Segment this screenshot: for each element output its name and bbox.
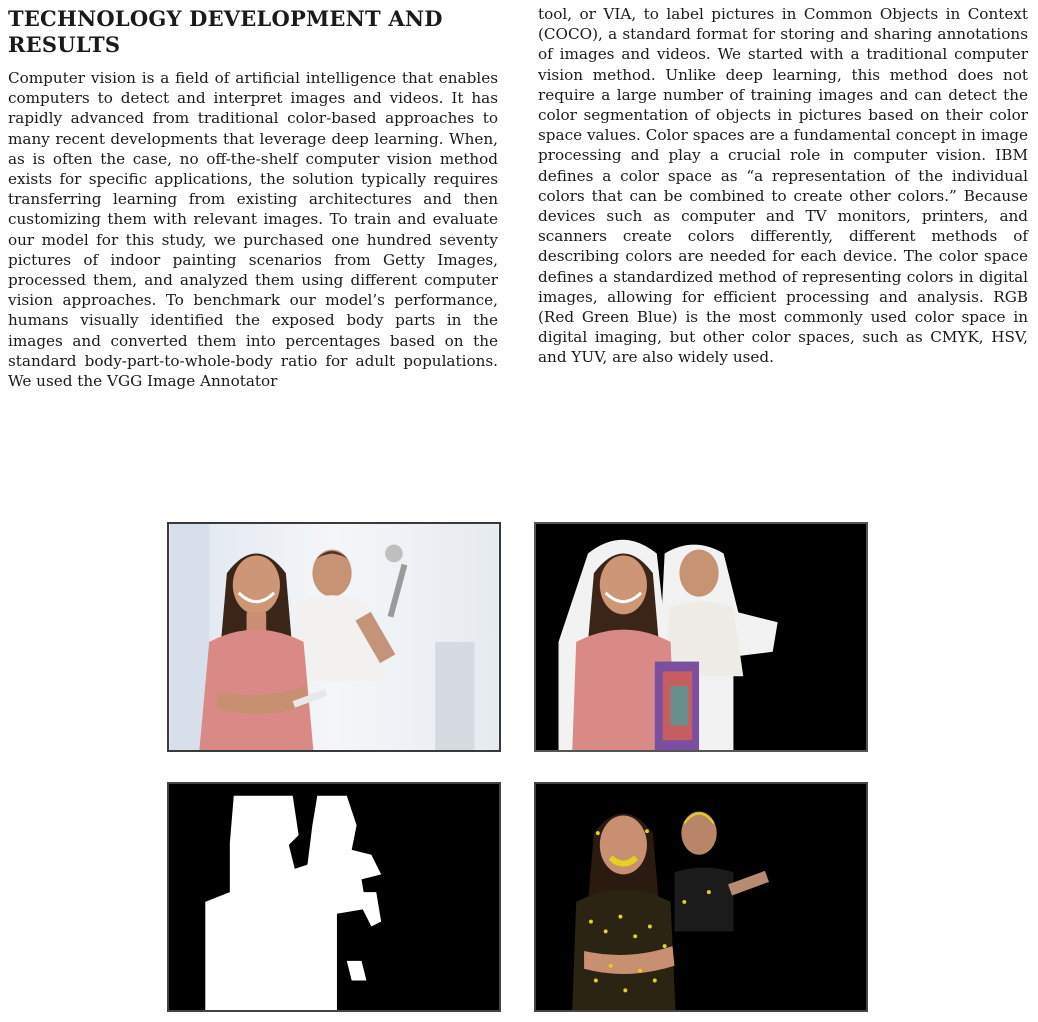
segmented-people-illustration	[536, 524, 866, 750]
original-photo-illustration	[169, 524, 499, 750]
binary-mask-illustration	[169, 784, 499, 1010]
skin-detection-panel	[534, 782, 868, 1012]
right-column	[538, 4, 1028, 368]
left-column	[8, 6, 498, 391]
segmented-people-panel	[534, 522, 868, 752]
binary-mask-panel	[167, 782, 501, 1012]
right-paragraph: tool, or VIA, to label pictures in Common Objects in Context (COCO), a standard format for storing and sharing annotations of images and videos. We started with a traditional computer vision method. Unlike deep learning, this method does not require a large number of training images and can detect the color segmentation of objects in pictures based on their color space values. Color spaces are a fundamental concept in image processing and play a crucial role in computer vision. IBM defines a color space as “a representation of the individual colors that can be combined to create other colors.” Because devices such as computer and TV monitors, printers, and scanners create colors differently, different methods of describing colors are needed for each device. The color space defines a standardized method of representing colors in digital images, allowing for efficient processing and analysis. RGB (Red Green Blue) is the most commonly used color space in digital imaging, but other color spaces, such as CMYK, HSV, and YUV, are also widely used.	[538, 5, 1028, 367]
section-heading: TECHNOLOGY DEVELOPMENT AND RESULTS	[8, 6, 443, 57]
skin-detection-illustration	[536, 784, 866, 1010]
original-photo-panel	[167, 522, 501, 752]
left-paragraph: Computer vision is a field of artificial intelligence that enables computers to detect and interpret images and videos. It has rapidly advanced from traditional color-based approaches to many recent developments that leverage deep learning. When, as is often the case, no off-the-shelf computer vision method exists for specific applications, the solution typically requires transferring learning from existing architectures and then customizing them with relevant images. To train and evaluate our model for this study, we purchased one hundred seventy pictures of indoor painting scenarios from Getty Images, processed them, and analyzed them using different computer vision approaches. To benchmark our model’s performance, humans visually identified the exposed body parts in the images and converted them into percentages based on the standard body-part-to-whole-body ratio for adult populations. We used the VGG Image Annotator	[8, 69, 498, 391]
